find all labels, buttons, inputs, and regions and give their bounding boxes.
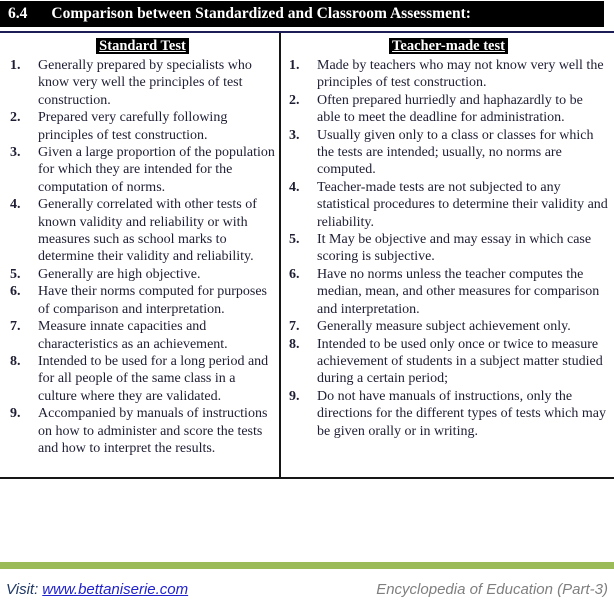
item-number: 2.: [289, 92, 300, 108]
item-text: Prepared very carefully following principles of test construction.: [38, 110, 228, 143]
item-number: 6.: [289, 266, 300, 282]
visit-label: Visit:: [6, 580, 39, 598]
section-number: 6.4: [8, 5, 28, 22]
item-number: 4.: [10, 197, 21, 213]
item-number: 4.: [289, 179, 300, 195]
item-number: 3.: [10, 145, 21, 161]
teacher-made-test-header: Teacher-made test: [389, 38, 508, 54]
item-text: Given a large proportion of the population for which they are intended for the computation of norms.: [38, 145, 275, 195]
list-item: [10, 353, 275, 405]
item-text: Generally measure subject achievement only.: [317, 319, 571, 335]
item-text: Have no norms unless the teacher computes the median, mean, and other measures for comparison and interpretation.: [317, 266, 600, 317]
teacher-made-test-header-row: [289, 37, 608, 55]
list-item: [10, 109, 275, 144]
standard-test-header-row: [10, 37, 275, 55]
list-item: [289, 336, 608, 388]
item-text: Generally correlated with other tests of known validity and reliability or with measures such as school marks to determine their validity and reliability.: [38, 197, 257, 265]
section-title: Comparison between Standardized and Classroom Assessment:: [51, 5, 471, 22]
item-text: Intended to be used only once or twice to measure achievement of students in a subject matter studied during a certain period;: [317, 336, 603, 387]
item-text: Made by teachers who may not know very well the principles of test construction.: [317, 58, 604, 91]
list-item: [10, 144, 275, 196]
website-link[interactable]: www.bettaniserie.com: [42, 580, 189, 598]
standard-test-header: Standard Test: [96, 38, 189, 54]
section-title-bar: [0, 1, 604, 27]
item-number: 7.: [289, 319, 300, 335]
item-text: It May be objective and may essay in which case scoring is subjective.: [317, 232, 592, 265]
footer-visit: [6, 581, 188, 598]
item-text: Generally are high objective.: [38, 266, 201, 282]
list-item: [289, 388, 608, 440]
list-item: [289, 92, 608, 127]
item-text: Do not have manuals of instructions, only the directions for the different types of tests which may be given orally or in writing.: [317, 388, 606, 439]
item-number: 3.: [289, 127, 300, 143]
item-text: Usually given only to a class or classes for which the tests are intended; usually, no norms are computed.: [317, 127, 594, 178]
list-item: [10, 196, 275, 266]
list-item: [289, 231, 608, 266]
comparison-table: [0, 33, 614, 479]
list-item: [10, 57, 275, 109]
list-item: [10, 283, 275, 318]
list-item: [289, 179, 608, 231]
item-text: Teacher-made tests are not subjected to any statistical procedures to determine their validity and reliability.: [317, 179, 608, 230]
footer-accent-bar: [0, 562, 614, 569]
list-item: [10, 266, 275, 283]
item-text: Generally prepared by specialists who know very well the principles of test construction.: [38, 58, 252, 108]
item-number: 1.: [10, 58, 21, 73]
teacher-made-test-column: [281, 33, 614, 477]
item-number: 9.: [289, 388, 300, 404]
list-item: [289, 318, 608, 335]
item-number: 6.: [10, 284, 21, 300]
item-number: 8.: [10, 353, 21, 369]
item-number: 5.: [289, 232, 300, 248]
item-number: 1.: [289, 58, 300, 73]
book-title: Encyclopedia of Education (Part-3): [376, 580, 608, 598]
item-number: 2.: [10, 110, 21, 126]
item-text: Often prepared hurriedly and haphazardly to be able to meet the deadline for administration.: [317, 92, 583, 126]
list-item: [10, 405, 275, 457]
item-number: 9.: [10, 406, 21, 422]
item-text: Accompanied by manuals of instructions on how to administer and score the tests and how to interpret the results.: [38, 406, 268, 456]
list-item: [289, 127, 608, 179]
list-item: [289, 57, 608, 92]
list-item: [289, 266, 608, 318]
list-item: [10, 318, 275, 353]
item-text: Intended to be used for a long period and for all people of the same class in a culture where they are validated.: [38, 353, 269, 404]
item-number: 5.: [10, 266, 21, 282]
page-footer: [0, 578, 614, 600]
item-number: 7.: [10, 319, 21, 335]
item-text: Measure innate capacities and characteristics as an achievement.: [38, 319, 228, 352]
item-text: Have their norms computed for purposes of comparison and interpretation.: [38, 284, 267, 317]
item-number: 8.: [289, 336, 300, 352]
standard-test-column: [0, 33, 281, 477]
